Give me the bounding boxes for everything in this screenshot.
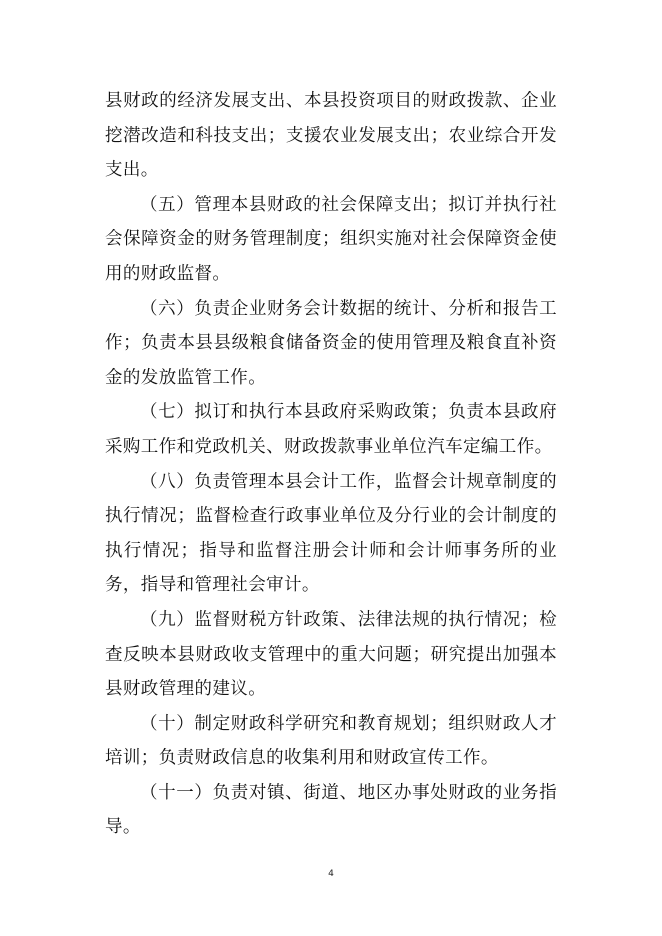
paragraph-item-11: （十一）负责对镇、街道、地区办事处财政的业务指导。 [105,782,557,838]
document-body [105,84,557,845]
paragraph-item-10: （十）制定财政科学研究和教育规划；组织财政人才培训；负责财政信息的收集利用和财政宣传工作。 [105,713,557,769]
paragraph-continuation: 县财政的经济发展支出、本县投资项目的财政拨款、企业挖潜改造和科技支出；支援农业发展支出；农业综合开发支出。 [105,91,557,181]
paragraph-item-7: （七）拟订和执行本县政府采购政策；负责本县政府采购工作和党政机关、财政拨款事业单位汽车定编工作。 [105,402,557,457]
paragraph-item-5: （五）管理本县财政的社会保障支出；拟订并执行社会保障资金的财务管理制度；组织实施对社会保障资金使用的财政监督。 [105,194,557,284]
paragraph-item-9: （九）监督财税方针政策、法律法规的执行情况；检查反映本县财政收支管理中的重大问题；研究提出加强本县财政管理的建议。 [105,609,557,700]
paragraph-item-6: （六）负责企业财务会计数据的统计、分析和报告工作；负责本县县级粮食储备资金的使用管理及粮食直补资金的发放监管工作。 [105,298,557,388]
paragraph-item-8: （八）负责管理本县会计工作，监督会计规章制度的执行情况；监督检查行政事业单位及分行业的会计制度的执行情况；指导和监督注册会计师和会计师事务所的业务，指导和管理社会审计。 [105,471,557,596]
page-number: 4 [328,869,334,879]
